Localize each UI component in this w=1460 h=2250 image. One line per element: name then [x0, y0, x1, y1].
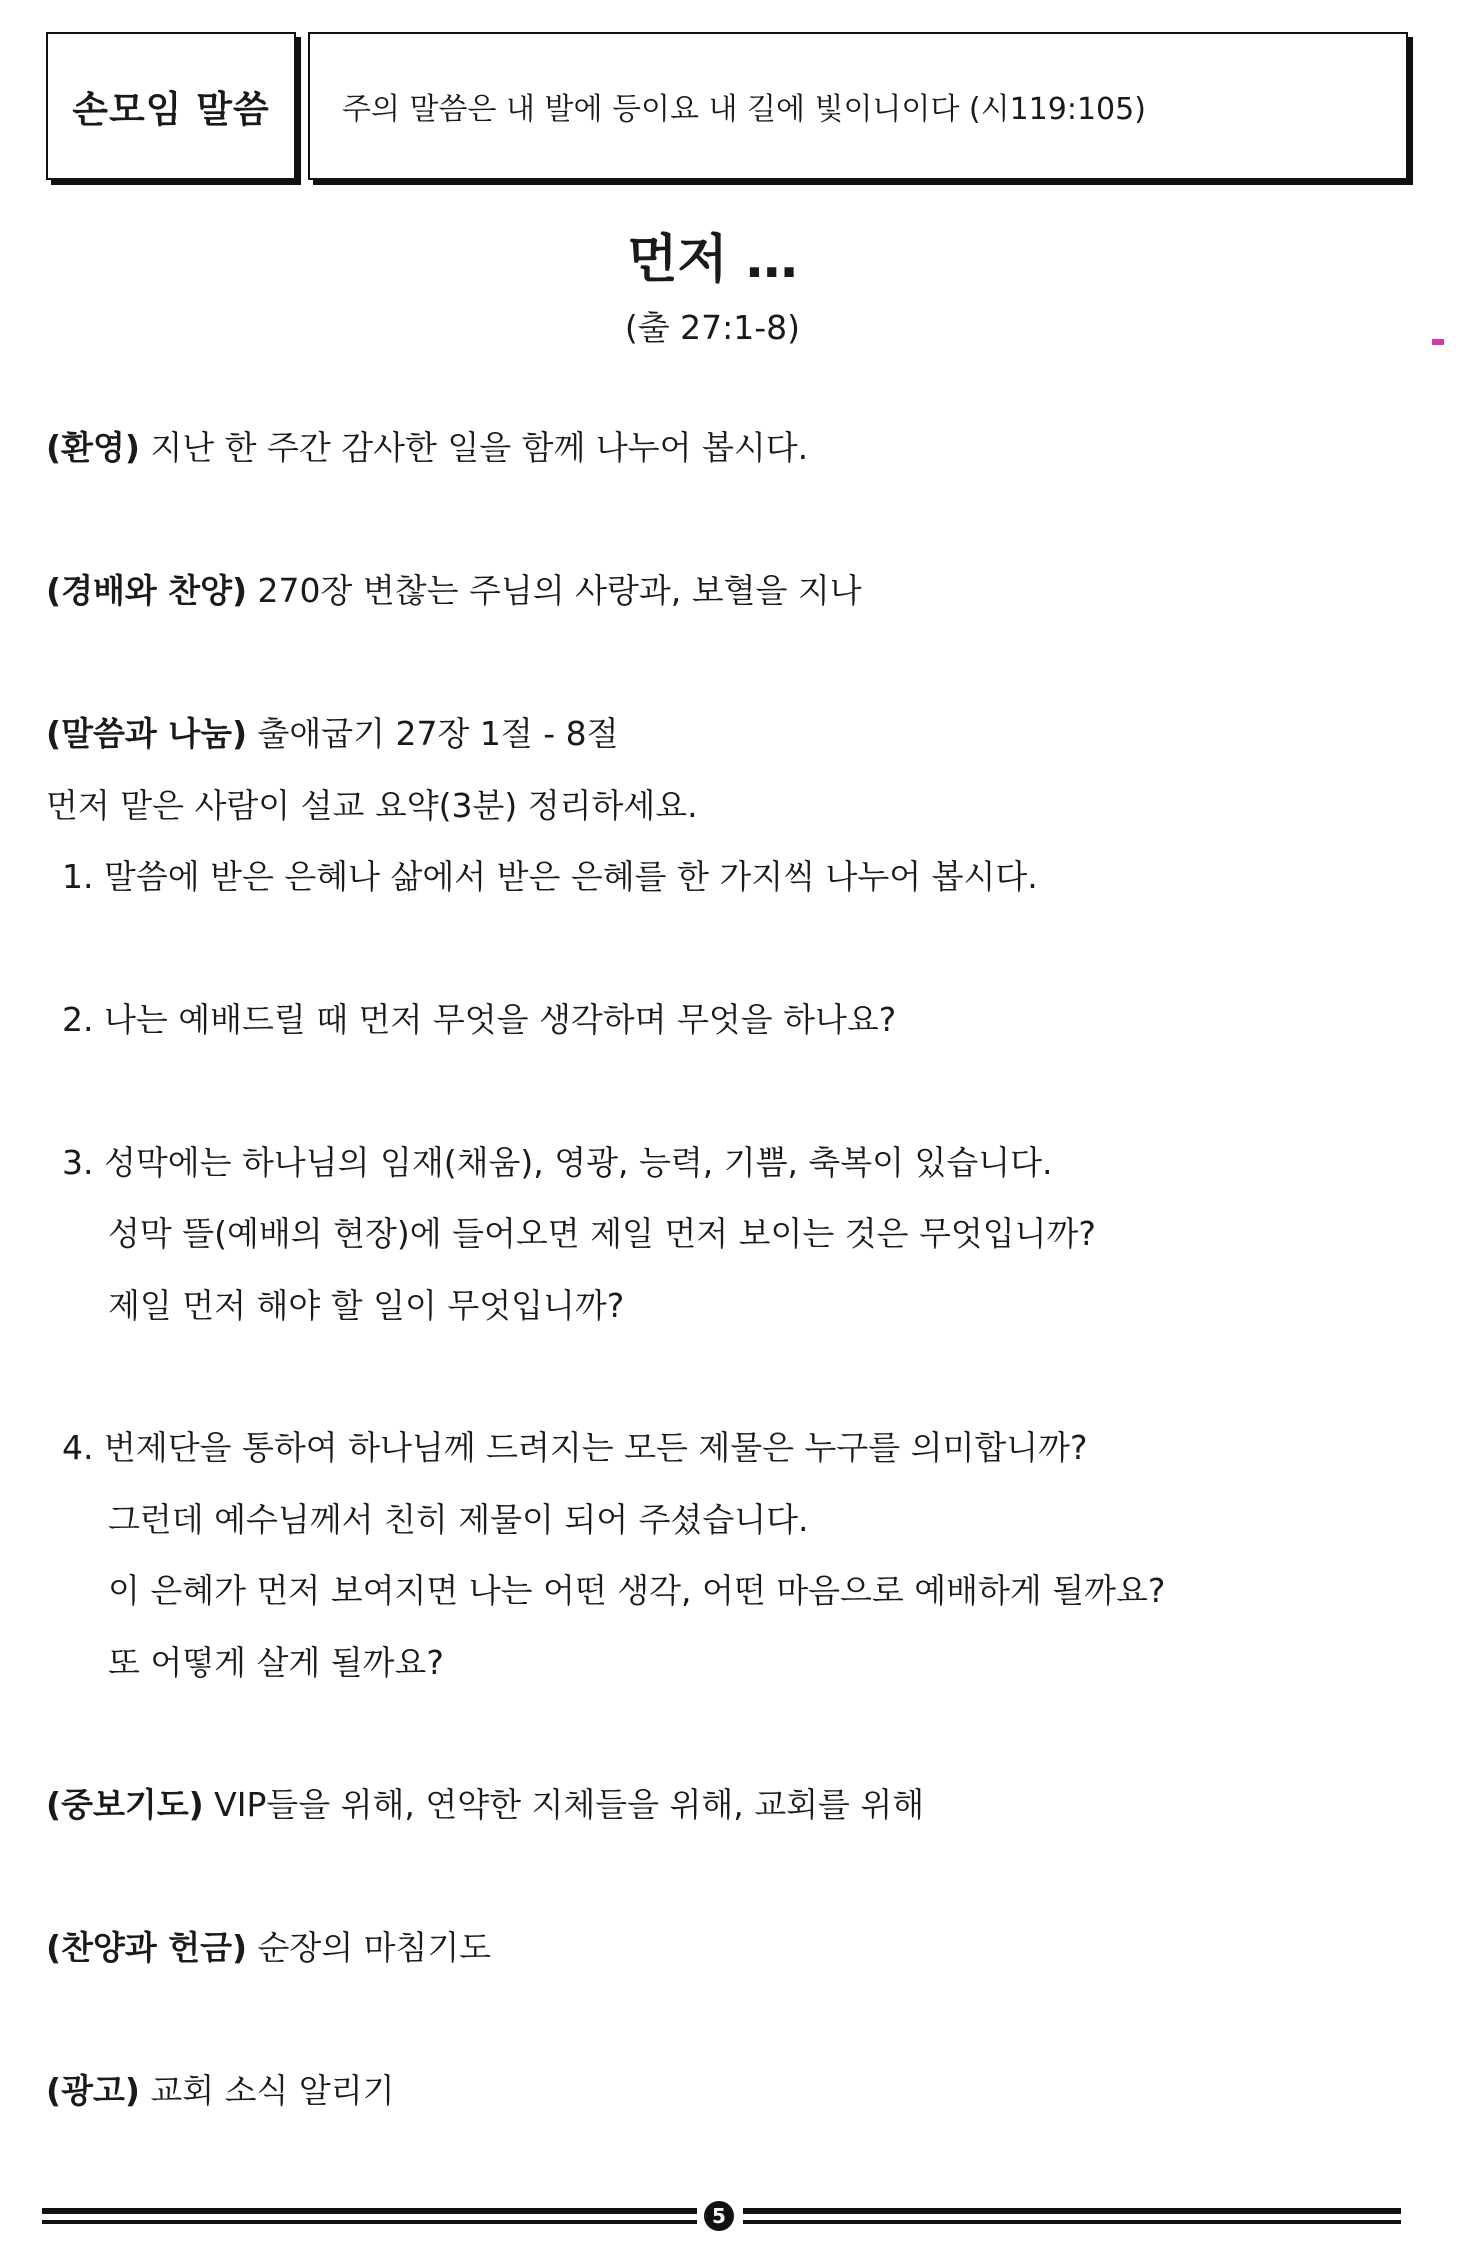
- question-4-line-1: 4. 번제단을 통하여 하나님께 드려지는 모든 제물은 누구를 의미합니까?: [62, 1428, 1088, 1467]
- section-welcome: [46, 428, 808, 468]
- section-text: 270장 변찮는 주님의 사랑과, 보혈을 지나: [247, 571, 862, 610]
- section-notice: [46, 2071, 395, 2111]
- header-label: 손모임 말씀: [72, 88, 270, 131]
- question-4-line-3: 이 은혜가 먼저 보여지면 나는 어떤 생각, 어떤 마음으로 예배하게 될까요?: [108, 1571, 1166, 1610]
- section-text: 지난 한 주간 감사한 일을 함께 나누어 봅시다.: [139, 428, 809, 467]
- section-text: 순장의 마침기도: [247, 1928, 492, 1967]
- question-3-line-1: 3. 성막에는 하나님의 임재(채움), 영광, 능력, 기쁨, 축복이 있습니다.: [62, 1143, 1053, 1182]
- accent-mark: [1432, 339, 1444, 345]
- section-word: [46, 714, 619, 754]
- section-text: VIP들을 위해, 연약한 지체들을 위해, 교회를 위해: [203, 1785, 925, 1824]
- question-3-line-3: 제일 먼저 해야 할 일이 무엇입니까?: [108, 1286, 625, 1325]
- summary-instruction: 먼저 맡은 사람이 설교 요약(3분) 정리하세요.: [46, 786, 698, 825]
- section-worship: [46, 571, 862, 611]
- section-offering: [46, 1928, 491, 1968]
- section-label: (중보기도): [46, 1785, 204, 1824]
- question-2: 2. 나는 예배드릴 때 먼저 무엇을 생각하며 무엇을 하나요?: [62, 1000, 897, 1039]
- section-text: 출애굽기 27장 1절 - 8절: [247, 714, 619, 753]
- section-prayer: [46, 1785, 924, 1825]
- section-label: (환영): [46, 428, 140, 467]
- question-3-line-2: 성막 뜰(예배의 현장)에 들어오면 제일 먼저 보이는 것은 무엇입니까?: [108, 1214, 1096, 1253]
- section-label: (찬양과 헌금): [46, 1928, 248, 1967]
- question-1: 1. 말씀에 받은 은혜나 삶에서 받은 은혜를 한 가지씩 나누어 봅시다.: [62, 857, 1038, 896]
- question-4-line-4: 또 어떻게 살게 될까요?: [108, 1643, 444, 1682]
- header-label-box: [46, 32, 296, 180]
- section-label: (경배와 찬양): [46, 571, 248, 610]
- section-label: (광고): [46, 2071, 140, 2110]
- header-verse-box: [308, 32, 1408, 180]
- footer-rule-right: [743, 2208, 1401, 2224]
- question-4-line-2: 그런데 예수님께서 친히 제물이 되어 주셨습니다.: [108, 1500, 809, 1539]
- page-number-badge: 5: [704, 2201, 734, 2231]
- section-text: 교회 소식 알리기: [139, 2071, 395, 2110]
- page-subtitle: (출 27:1-8): [624, 308, 801, 347]
- footer-rule-left: [42, 2208, 697, 2224]
- page-title: 먼저 …: [627, 230, 798, 290]
- section-label: (말씀과 나눔): [46, 714, 248, 753]
- header-verse: 주의 말씀은 내 발에 등이요 내 길에 빛이니이다 (시119:105): [342, 92, 1146, 127]
